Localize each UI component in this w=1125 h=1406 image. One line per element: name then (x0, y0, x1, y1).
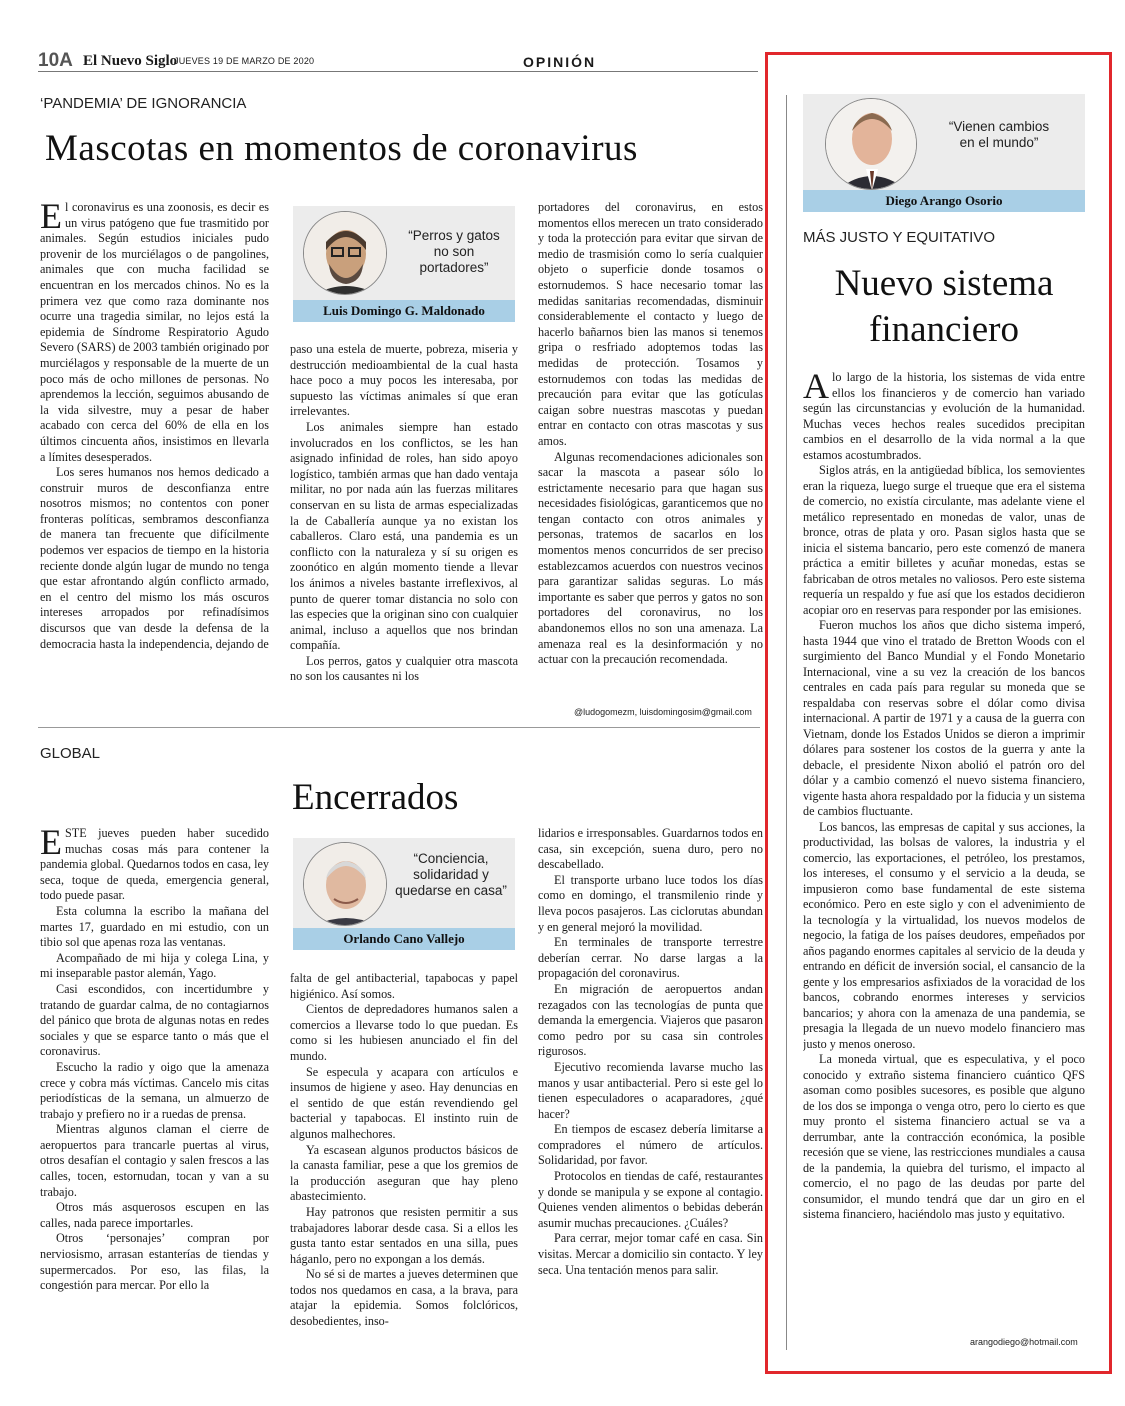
page-header (38, 50, 758, 72)
article2-paragraph: Ejecutivo recomienda lavarse mucho las manos y usar antibacterial. Pero si este gel lo tienen especuladores o acaparadores, ¿qué hacer? (538, 1059, 763, 1121)
article2-paragraph: Acompañado de mi hija y colega Lina, y mi inseparable pastor alemán, Yago. (40, 950, 269, 981)
article1-pull-quote: “Perros y gatos no son portadores” (408, 228, 500, 275)
article3-paragraph: La moneda virtual, que es especulativa, y el poco conocido y extraño sistema financiero cuántico QFS asoman como posibles sucesores, es posible que alguno de los dos se imponga o venga otro, pero lo cierto es que muy pronto el sistema financiero actual se va a derrumbar, ante la contracción económica, la posible recesión que se viene, las restricciones mundiales a causa de la pandemia, la quiebra del turismo, el impacto al comercio, el no pago de las deudas por parte del consumidor, el mundo tendrá que dar un giro en el sistema financiero, haciéndolo mas justo y equitativo. (803, 1052, 1085, 1221)
article2-pull-quote: “Conciencia, solidaridad y quedarse en casa” (395, 851, 507, 898)
article3-author-name: Diego Arango Osorio (803, 190, 1085, 212)
article3-pull-quote: “Vienen cambios en el mundo” (948, 119, 1050, 150)
article1-paragraph: portadores del coronavirus, en estos momentos ellos merecen un trato considerado y toda la protección para evitar que sirvan de medio de trasmisión como lo sería cualquier objeto o superficie donde tosamos o estornudemos. S hace necesario tomar las medidas sanitarias recomendadas, disminuir considerablemente el contacto y luego de hacerlo bañarnos bien las manos si tenemos gripa o resfriado adoptemos todas las medidas de protección. Tosamos y estornudemos con todas las medidas de precaución para evitar que las gotículas caigan sobre nuestras mascotas y puedan entrar en contacto con otras mascotas y sus amos. (538, 200, 763, 448)
masthead-logo: El Nuevo Siglo (83, 53, 178, 69)
article2-paragraph: En terminales de transporte terrestre deberían cerrar. No darse largas a la propagación del coronavirus. (538, 935, 763, 981)
article2-paragraph: En migración de aeropuertos andan rezagados con las tecnologías de punta que demanda la emergencia. Viajeros que pasaron como pedro por su casa sin controles rigurosos. (538, 981, 763, 1059)
article3-body (803, 370, 1085, 1338)
article1-column-1 (40, 200, 269, 720)
article2-column-3 (538, 826, 763, 1350)
article2-paragraph: Otros ‘personajes’ compran por nerviosismo, arrasan estanterías de tiendas y supermercados. Por eso, las filas, la congestión para mercar. Por ello la (40, 1231, 269, 1293)
article1-dropcap: E (40, 200, 62, 236)
article1-paragraph: Los perros, gatos y cualquier otra mascota no son los causantes ni los (290, 653, 518, 684)
article3-quote-box (803, 94, 1085, 212)
article1-paragraph: Los animales siempre han estado involucrados en los conflictos, se les han asignado infinidad de roles, han sido apoyo logístico, también armas que han dado ventaja militar, no por nada aún las fuerzas militares conservan en su lista de armas especializadas la de Caballería aunque ya no existan los caballeros. Claro está, una pandemia es un conflicto con la naturaleza y sí su origen es zoonótico en algún momento tiende a llevar los ánimos a niveles bastante irreflexivos, al punto de querer tomar distancia no solo con las especies que la originan sino con cualquier animal, incluso a aquellos que nos brindan compañía. (290, 419, 518, 653)
article2-column-2 (290, 971, 518, 1351)
section-title: OPINIÓN (523, 54, 597, 70)
article1-kicker: ‘PANDEMIA’ DE IGNORANCIA (40, 95, 247, 112)
article2-paragraph: Hay patronos que resisten permitir a sus trabajadores laborar desde casa. Si a ellos les gusta tanto estar sentados en una silla, pues háganlo, pero no expongan a los demás. (290, 1204, 518, 1266)
issue-date: JUEVES 19 DE MARZO DE 2020 (174, 56, 315, 66)
article2-dropcap: E (40, 826, 62, 862)
person-portrait-icon (304, 843, 387, 926)
section-divider (38, 727, 760, 728)
article2-paragraph: Otros más asquerosos escupen en las calles, nada parece importarles. (40, 1200, 269, 1230)
article2-paragraph: Mientras algunos claman el cierre de aeropuertos para trancarle puertas al virus, otros desafían el contagio y salen frescos a las calles, tocen, estornudan, tocan y van a su trabajo. (40, 1122, 269, 1199)
article2-headline: Encerrados (292, 777, 459, 818)
article2-paragraph: Se especula y acapara con artículos e insumos de higiene y aseo. Hay denuncias en el sentido de que están revendiendo gel bacterial y tapabocas. El instinto ruin de algunos malhechores. (290, 1064, 518, 1141)
article2-quote-box (293, 838, 515, 950)
article3-headline: Nuevo sistema financiero (834, 263, 1054, 350)
article1-headline: Mascotas en momentos de coronavirus (45, 128, 638, 169)
article2-paragraph: Esta columna la escribo la mañana del martes 17, guardado en mi estudio, con un tibio sol que apenas roza las ventanas. (40, 903, 269, 950)
article2-paragraph: falta de gel antibacterial, tapabocas y papel higiénico. Así somos. (290, 971, 518, 1001)
article1-paragraph: El coronavirus es una zoonosis, es decir es un virus patógeno que fue trasmitido por animales. Según estudios iniciales pudo provenir de los murciélagos o de pangolines, animales que con mucha facilidad se encuentran en los mercados chinos. No es la primera vez que como raza dominante nos ocurre una tragedia similar, no lejos está la epidemia de Síndrome Respiratorio Agudo Severo (SARS) de 2003 también originado por murciélagos y responsable de la muerte de un poco más de ocho millones de personas. No aprendemos la lección, seguimos abusando de la vida silvestre, muy a pesar de haber acabado con cerca del 60% de ella en los últimos cincuenta años, insistimos en llevarla a límites desesperados. (40, 200, 269, 464)
article2-kicker: GLOBAL (40, 745, 101, 762)
article2-author-name: Orlando Cano Vallejo (293, 928, 515, 950)
article2-column-1 (40, 826, 269, 1350)
article1-quote-box (293, 206, 515, 322)
person-portrait-icon (826, 99, 917, 190)
column-rule (786, 95, 787, 1350)
article3-paragraph: Alo largo de la historia, los sistemas de vida entre ellos los financieros y de comercio han variado según las circunstancias y evolución de la humanidad. Muchas veces hechos reales sucedidos precipitan cambios en el desarrollo de la vida normal a la que estamos acostumbrados. (803, 370, 1085, 462)
article2-paragraph: Protocolos en tiendas de café, restaurantes y donde se manipula y se expone al contagio. Quienes venden alimentos o bebidas deberán asumir muchas precauciones. ¿Cuáles? (538, 1169, 763, 1230)
article2-paragraph: ESTE jueves pueden haber sucedido muchas cosas más para contener la pandemia global. Quedarnos todos en casa, ley seca, toque de queda, emergencia general, todo puede pasar. (40, 826, 269, 903)
article2-paragraph: El transporte urbano luce todos los días como en domingo, el transmilenio rinde y lleva pocos pasajeros. Las ciclorutas abundan y en general mejoró la movilidad. (538, 872, 763, 934)
article1-column-2 (290, 342, 518, 720)
author-photo-cano (303, 842, 387, 926)
article2-paragraph: No sé si de martes a jueves determinen que todos nos quedamos en casa, a la brava, para atajar la epidemia. Somos folclóricos, desobedientes, inso- (290, 1267, 518, 1329)
article2-paragraph: Casi escondidos, con incertidumbre y tratando de guardar calma, de no contagiarnos del pánico que brota de algunas notas en redes sociales y que se esparce tanto o más que el coronavirus. (40, 981, 269, 1059)
article2-paragraph: Para cerrar, mejor tomar café en casa. Sin visitas. Mercar a domicilio sin contacto. Y ley seca. Una tentación menos para salir. (538, 1231, 763, 1277)
article3-dropcap: A (803, 370, 829, 406)
article2-paragraph: Ya escasean algunos productos básicos de la canasta familiar, pese a que los gremios de la producción aseguran que hay pleno abastecimiento. (290, 1142, 518, 1204)
article3-paragraph: Siglos atrás, en la antigüedad bíblica, los semovientes eran la riqueza, luego surge el trueque que era el sistema de comercio, no existía circulante, mas adelante viene el metálico representado en monedas de valor, unas de bronce, otras de plata y oro. Pasan siglos hasta que se inicia el sistema bancario, pero este comenzó de manera práctica a emitir billetes y acuñar monedas, estas se fabricaban de otros metales no valiosos. Pero este sistema requería un respaldo y fue así que los estados decidieron acopiar oro en reservas para responder por las emisiones. (803, 463, 1085, 617)
article3-paragraph: Fueron muchos los años que dicho sistema imperó, hasta 1944 que vino el tratado de Bretton Woods con el surgimiento del Banco Mundial y el Fondo Monetario Internacional, vine a su vez la creación de los bancos centrales en cada país para regular su moneda que se respaldaba con reservas sobre el dólar como divisa internacional. A partir de 1971 y a causa de la guerra con Vietnam, donde los Estados Unidos se dieron a imprimir dólares para sostener los costos de la guerra y ante la debacle, el presidente Nixon abolió el patrón oro del dólar y a cambio comenzó el nuevo sistema financiero, vigente hasta ahora respaldado por la fiducia y un sistema de cambios fluctuante. (803, 618, 1085, 818)
page-number: 10A (38, 50, 73, 71)
article1-column-3 (538, 200, 763, 703)
article3-paragraph: Los bancos, las empresas de capital y sus acciones, la productividad, las bolsas de valores, la industria y el comercio, las exportaciones, el petróleo, los prestamos, los intereses, el consumo y el servicio a la deuda, se impusieron como base fundamental de este sistema económico. Pero en este siglo y con el advenimiento de la tecnología y la virtualidad, los nuevos modelos de negocio, la fatiga de los países deudores, empeñados por años pagando enormes capitales al servicio de la deuda y entrando en déficit de inversión social, el cansancio de la gente y los empresarios asfixiados de la voracidad de los bancos, cobrando enormes intereses y servicios bancarios; y ahora con la amenaza de una pandemia, se presagia la llegada de un nuevo modelo financiero mas justo y menos oneroso. (803, 819, 1085, 1051)
article3-author-email: arangodiego@hotmail.com (970, 1337, 1078, 1347)
article1-author-email: @ludogomezm, luisdomingosim@gmail.com (574, 707, 752, 717)
author-photo-maldonado (303, 211, 387, 295)
article1-paragraph: Algunas recomendaciones adicionales son sacar la mascota a pasear sólo lo estrictamente necesario para que hagan sus necesidades fisiológicas, garanticemos que no tengan contacto con otros animales y personas, tratemos de sacarlos en los momentos menos concurridos de ser preciso establezcamos acuerdos con nuestros vecinos para garantizar salidas seguras. Lo más importante es saber que perros y gatos no son portadores del coronavirus, no los abandonemos ellos no son una amenaza. La amenaza real es la desinformación y no actuar con la precaución recomendada. (538, 449, 763, 667)
article1-author-name: Luis Domingo G. Maldonado (293, 300, 515, 322)
article3-kicker: MÁS JUSTO Y EQUITATIVO (803, 229, 995, 246)
person-portrait-icon (304, 212, 387, 295)
author-photo-arango (825, 98, 917, 190)
article2-paragraph: En tiempos de escasez debería limitarse a compradores el número de artículos. Solidaridad, por favor. (538, 1122, 763, 1168)
article2-paragraph: Cientos de depredadores humanos salen a comercios a llevarse todo lo que puedan. Es como si les hubiesen anunciado el fin del mundo. (290, 1002, 518, 1063)
article2-paragraph: Escucho la radio y oigo que la amenaza crece y cobra más víctimas. Cancelo mis citas periodísticas de la semana, un almuerzo de trabajo y prefiero no ir a ruedas de prensa. (40, 1059, 269, 1121)
article1-paragraph: Los seres humanos nos hemos dedicado a construir muros de desconfianza entre nosotros mismos; no contentos con poner fronteras políticas, sembramos desconfianza de manera tan frecuente que difícilmente podemos ver espacios de tiempo en la historia reciente donde algún lugar de mundo no tenga que estar afrontando algún conflicto armado, en el centro del mismo los más oscuros intereses arropados por refinadísimos discursos que van desde la defensa de la democracia hasta la independencia, dejando de (40, 465, 269, 651)
article1-paragraph: paso una estela de muerte, pobreza, miseria y destrucción medioambiental de la cual hasta hace poco a muy pocos les interesaba, por supuesto las víctimas animales sí que eran irrelevantes. (290, 342, 518, 419)
article2-paragraph: lidarios e irresponsables. Guardarnos todos en casa, sin excepción, suena duro, pero no descabellado. (538, 826, 763, 872)
